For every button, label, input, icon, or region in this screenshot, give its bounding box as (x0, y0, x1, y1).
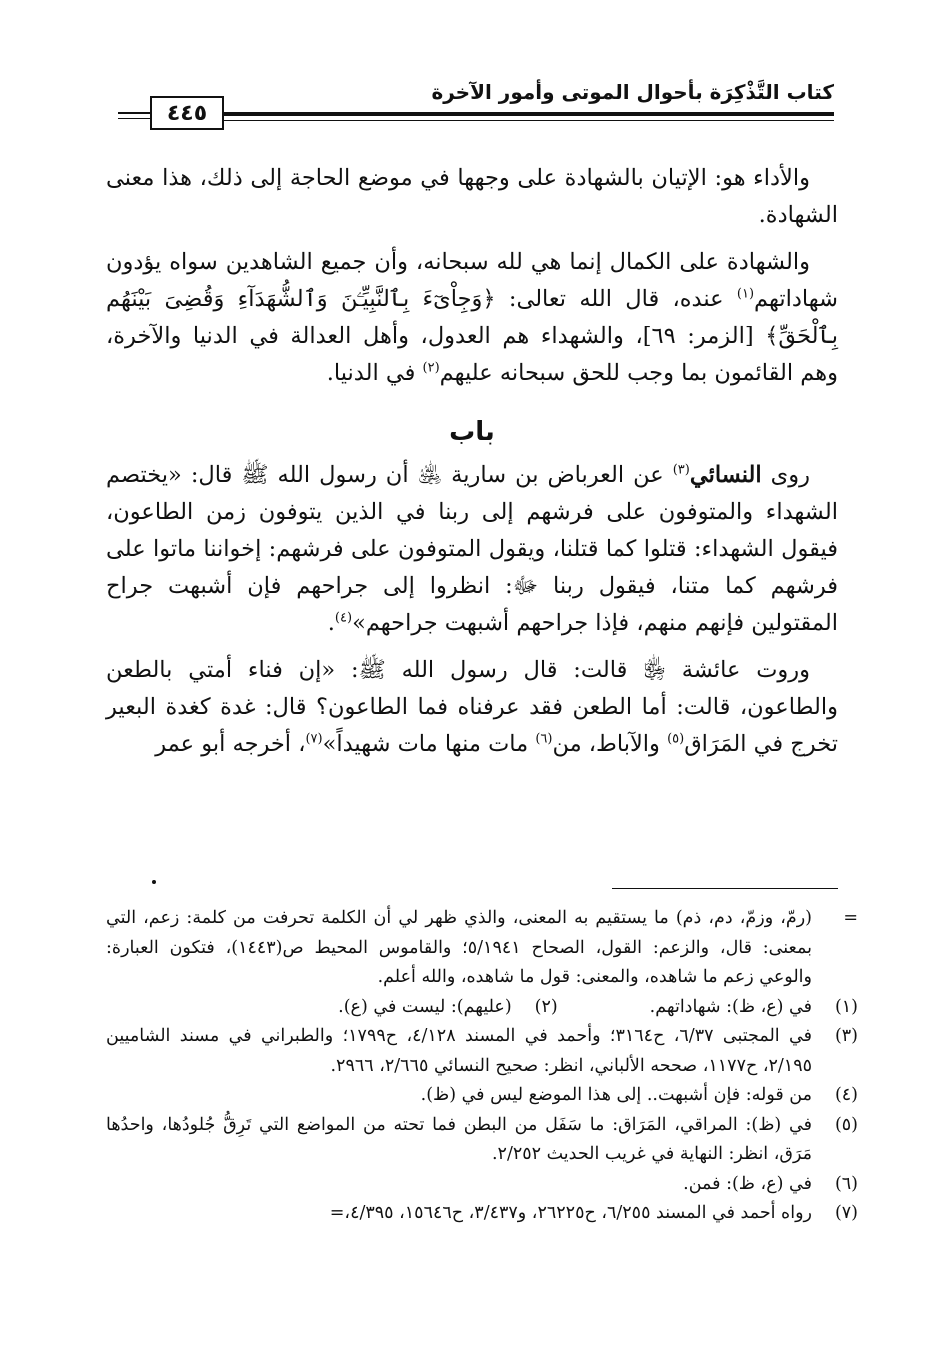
header-rule-thin (222, 120, 834, 121)
footnote-7 (106, 1199, 858, 1229)
book-title: كتاب التَّذْكِرَة بأحوال الموتى وأمور الآخرة (431, 80, 834, 104)
footnote-ref[interactable]: (٢) (422, 360, 440, 376)
header-rule-thick (222, 112, 834, 116)
footnote-6 (106, 1170, 858, 1200)
footnote-continuation (106, 904, 858, 993)
footnote-ref[interactable]: (٤) (334, 610, 353, 626)
footnotes (106, 904, 858, 1229)
paragraph-text: مات منها مات شهيداً» (322, 731, 536, 757)
footnote-ref[interactable]: (٧) (305, 731, 323, 747)
narrator-name: النسائي (689, 462, 762, 488)
paragraph-text: في الدنيا. (326, 360, 423, 386)
footnote-text: (رمّ، وزمّ، دم، ذم) ما يستقيم به المعنى، والذي ظهر لي أن الكلمة تحرفت من كلمة: زعم، التي بمعنى: قال، والزعم: القول، الصحاح ٥/١٩٤١؛ والقاموس المحيط ص(١٤٤٣)، فتكون العبارة: والوعي زعم ما شاهده، والمعنى: قول ما شاهده، والله أعلم. (106, 908, 812, 987)
footnote-mark: (٢) (534, 996, 558, 1017)
footnote-4 (106, 1081, 858, 1111)
stray-dot (152, 880, 156, 884)
footnote-3 (106, 1022, 858, 1081)
footnote-separator (612, 888, 838, 889)
footnote-mark: (٣) (834, 1026, 858, 1046)
page-header (118, 68, 834, 128)
page-number: ٤٤٥ (150, 96, 224, 130)
footnote-ref[interactable]: (٥) (667, 731, 685, 747)
footnote-text: في (ع، ظ): فمن. (683, 1173, 812, 1194)
header-rule-left-bottom (118, 118, 150, 119)
paragraph-text: عنده، قال الله تعالى: ﴿وَجِاْىٓءَ بِٱلنَّبِيِّـۧنَ وَٱلشُّهَدَآءِ وَقُضِىَ بَيْنَهُم بِٱلْحَقِّ﴾ [الزمر: ٦٩]، والشهداء هم العدول، وأهل العدالة في الدنيا والآخرة، وهم القائمون بما وجب للحق سبحانه عليهم (106, 286, 838, 386)
footnote-1-2 (106, 993, 858, 1023)
main-text (106, 160, 838, 773)
paragraph-text: والآباط، من (552, 731, 668, 757)
paragraph-text: وروت عائشة ﵂ قالت: قال رسول الله ﷺ: «إن فناء أمتي بالطعن والطاعون، قالت: أما الطعن فقد عرفناه فما الطاعون؟ قال: غدة كغدة البعير تخرج في المَرَاق (106, 657, 838, 757)
footnote-ref[interactable]: (٦) (535, 731, 553, 747)
paragraph-2 (106, 244, 838, 392)
footnote-text: في المجتبى ٦/٣٧، ح٣١٦٤؛ وأحمد في المسند ٤/١٢٨، ح١٧٩٩؛ والطبراني في مسند الشاميين ٢/١٩٥، ح١١٧٧، صححه الألباني، انظر: صحيح النسائي ٢/٦٦٥، ٢٩٦٦. (106, 1026, 812, 1076)
footnote-text: في (ظ): المراقي، المَرَاق: ما سَفَل من البطن فما تحته من المواضع التي تَرِقُّ جُلودُها، واحدُها مَرَق، انظر: النهاية في غريب الحديث ٢/٢٥٢. (106, 1114, 812, 1164)
footnote-5 (106, 1111, 858, 1170)
footnote-text: رواه أحمد في المسند ٦/٢٥٥، ح٢٦٢٢٥، و٣/٤٣٧، ح١٥٦٤٦، ٤/٣٩٥،= (329, 1203, 812, 1223)
footnote-mark: (٤) (834, 1085, 858, 1105)
paragraph-4 (106, 652, 838, 763)
footnote-text: من قوله: فإن أشبهت.. إلى هذا الموضع ليس في (ظ). (420, 1085, 812, 1105)
paragraph-text: روى (761, 462, 811, 488)
footnote-ref[interactable]: (١) (736, 286, 755, 302)
header-rule-left-top (118, 112, 150, 114)
footnote-mark: (٦) (834, 1173, 858, 1194)
footnote-ref[interactable]: (٣) (672, 462, 690, 478)
paragraph-text: عن العرباض بن سارية ﵁ أن رسول الله ﷺ قال: «يختصم الشهداء والمتوفون على فرشهم إلى ربنا في الذين يتوفون زمن الطاعون، فيقول الشهداء: قتلوا كما قتلنا، ويقول المتوفون على فرشهم: إخواننا ماتوا على فرشهم كما متنا، فيقول ربنا ﷻ: انظروا إلى جراحهم فإن أشبهت جراح المقتولين فإنهم منهم، فإذا جراحهم أشبهت جراحهم» (106, 462, 838, 636)
paragraph-1 (106, 160, 838, 234)
footnote-text: في (ع، ظ): شهاداتهم. (649, 996, 812, 1017)
footnote-mark: (٥) (834, 1114, 858, 1135)
section-heading: باب (449, 417, 495, 447)
paragraph-text: والشهادة على الكمال إنما هي لله سبحانه، وأن جميع الشاهدين سواه يؤدون شهاداتهم (106, 249, 838, 312)
footnote-text: (عليهم): ليست في (ع). (338, 996, 512, 1017)
paragraph-text: . (327, 610, 335, 636)
footnote-mark: (١) (834, 996, 858, 1017)
footnote-mark: (٧) (834, 1203, 858, 1223)
paragraph-text: والأداء هو: الإتيان بالشهادة على وجهها في موضع الحاجة إلى ذلك، هذا معنى الشهادة. (106, 165, 838, 228)
footnote-mark: = (843, 908, 858, 928)
paragraph-text: ، أخرجه أبو عمر (155, 731, 306, 757)
paragraph-3 (106, 457, 838, 642)
